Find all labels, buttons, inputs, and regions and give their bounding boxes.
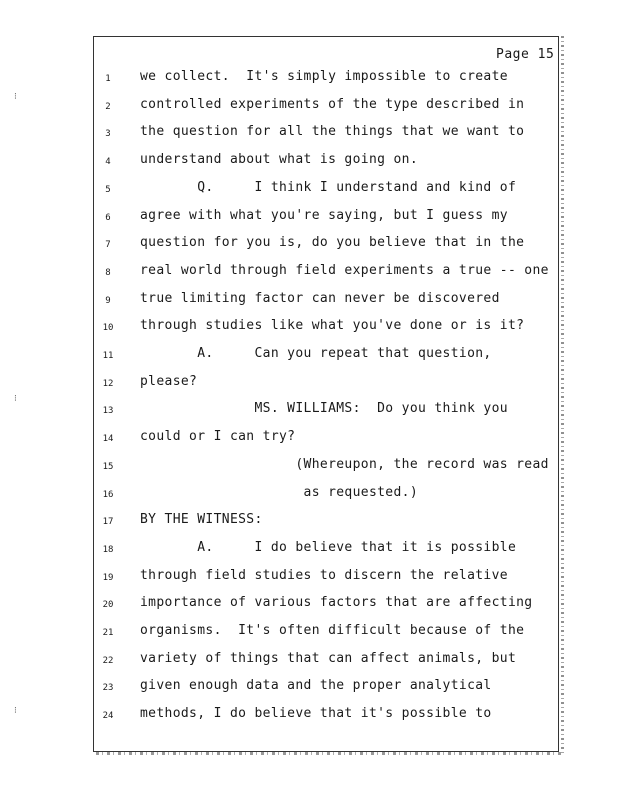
line-number: 11 [102,351,114,361]
transcript-line [0,512,618,532]
transcript-line [0,263,618,283]
transcript-line [0,291,618,311]
line-text: A. I do believe that it is possible [140,539,517,555]
transcript-line [0,124,618,144]
line-number: 15 [102,461,114,472]
line-number: 19 [102,572,114,583]
line-number: 5 [105,184,111,195]
line-number: 10 [102,323,114,334]
line-number: 21 [102,628,114,638]
line-number: 8 [105,267,111,278]
transcript-line [0,678,618,698]
line-text: Q. I think I understand and kind of [140,179,517,195]
line-number: 6 [105,212,111,223]
line-text: organisms. It's often difficult because of the [140,623,525,638]
transcript-line [0,706,618,726]
line-text: importance of various factors that are affecting [140,595,533,611]
line-text: please? [140,373,198,389]
line-number: 23 [102,683,114,694]
line-number: 9 [105,295,111,306]
line-number: 13 [102,406,114,417]
transcript-line [0,152,618,172]
transcript-line [0,69,618,89]
transcript-line [0,457,618,477]
line-number: 3 [105,129,111,140]
transcript-line [0,235,618,255]
line-text: MS. WILLIAMS: Do you think you [140,401,508,417]
line-number: 16 [102,489,114,500]
line-text: through studies like what you've done or is it? [140,318,525,334]
line-text: real world through field experiments a true -- one [140,262,549,278]
transcript-line [0,568,618,588]
binding-hole-mark-bottom: ⁝ [14,706,17,716]
line-text: could or I can try? [140,429,296,445]
line-text: we collect. It's simply impossible to create [140,69,508,84]
line-text: methods, I do believe that it's possible to [140,706,492,722]
line-number: 1 [105,74,111,84]
line-number: 18 [102,544,114,555]
transcript-line [0,97,618,117]
line-text: agree with what you're saying, but I guess my [140,207,508,223]
line-number: 20 [102,600,114,611]
scan-edge-bottom [96,752,562,755]
transcript-line [0,208,618,228]
transcript-line [0,180,618,200]
binding-hole-mark-top: ⁝ [14,92,17,102]
line-text: variety of things that can affect animals, but [140,650,517,666]
line-number: 24 [102,711,114,722]
transcript-line [0,485,618,505]
transcript-line [0,346,618,366]
transcript-line [0,374,618,394]
transcript-line [0,623,618,643]
line-text: through field studies to discern the relative [140,567,508,583]
line-text: as requested.) [140,484,419,500]
transcript-line [0,540,618,560]
line-number: 7 [105,240,111,251]
line-text: question for you is, do you believe that in the [140,235,525,251]
line-text: BY THE WITNESS: [140,512,263,528]
line-text: controlled experiments of the type described in [140,96,525,112]
transcript-line [0,429,618,449]
line-number: 14 [102,434,114,445]
line-text: A. Can you repeat that question, [140,346,492,361]
transcript-line [0,401,618,421]
line-number: 12 [102,378,114,389]
line-text: understand about what is going on. [140,152,419,168]
transcript-line [0,595,618,615]
line-number: 4 [105,157,111,168]
transcript-line [0,318,618,338]
line-text: given enough data and the proper analytical [140,678,492,694]
line-number: 17 [102,517,114,528]
binding-hole-mark-middle: ⁝ [14,394,17,404]
line-text: (Whereupon, the record was read [140,456,549,472]
line-text: true limiting factor can never be discovered [140,290,500,306]
line-text: the question for all the things that we want to [140,124,525,140]
line-number: 2 [105,101,111,112]
page-number: Page 15 [496,47,555,62]
transcript-line [0,651,618,671]
line-number: 22 [102,655,114,666]
